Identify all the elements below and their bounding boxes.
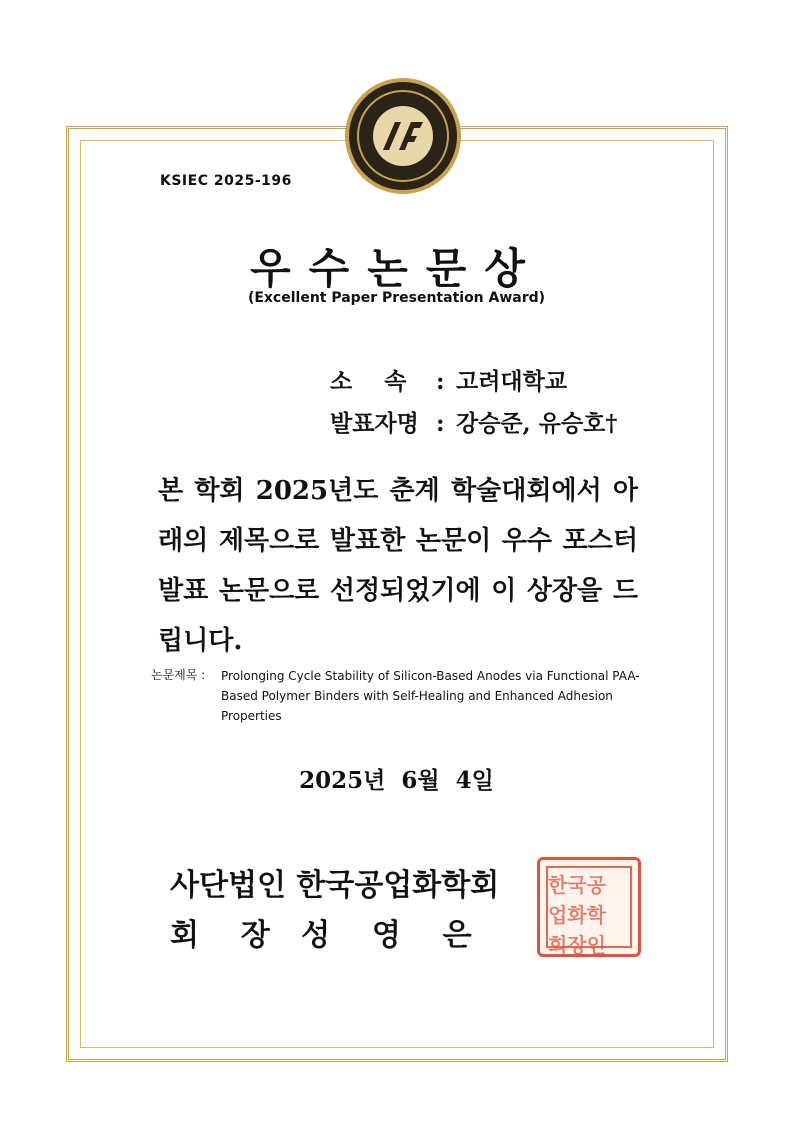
presenters-value: 강승준, 유승호†	[456, 410, 618, 437]
ksiec-emblem-icon	[345, 78, 461, 194]
award-date: 2025년 6월 4일	[299, 767, 494, 794]
affiliation-colon: :	[436, 368, 445, 395]
award-subtitle: (Excellent Paper Presentation Award)	[247, 290, 546, 306]
award-body-text: 본 학회 2025년도 춘계 학술대회에서 아래의 제목으로 발표한 논문이 우수 포스터발표 논문으로 선정되었기에 이 상장을 드립니다.	[158, 476, 638, 656]
document-id: KSIEC 2025-196	[160, 173, 292, 189]
paper-title: Prolonging Cycle Stability of Silicon-Based Anodes via Functional PAA-Based Polymer Binders with Self-Healing and Enhanced Adhesion Properties	[221, 669, 640, 723]
official-seal-icon	[537, 857, 641, 957]
seal-text: 한국공업화학회장인	[548, 873, 606, 957]
presenters-label: 발표자명	[330, 410, 419, 437]
issuer-president: 회 장 성 영 은	[170, 918, 472, 953]
presenters-row	[330, 405, 617, 438]
paper-title-label: 논문제목 :	[151, 668, 206, 682]
issuer-organization: 사단법인 한국공업화학회	[170, 868, 500, 903]
emblem-core	[373, 106, 433, 166]
affiliation-value: 고려대학교	[456, 368, 568, 395]
award-title: 우수논문상	[250, 244, 543, 293]
affiliation-row	[330, 363, 567, 396]
affiliation-label: 소 속	[330, 368, 407, 395]
emblem-logo-icon	[373, 106, 433, 166]
presenters-colon: :	[436, 410, 445, 437]
